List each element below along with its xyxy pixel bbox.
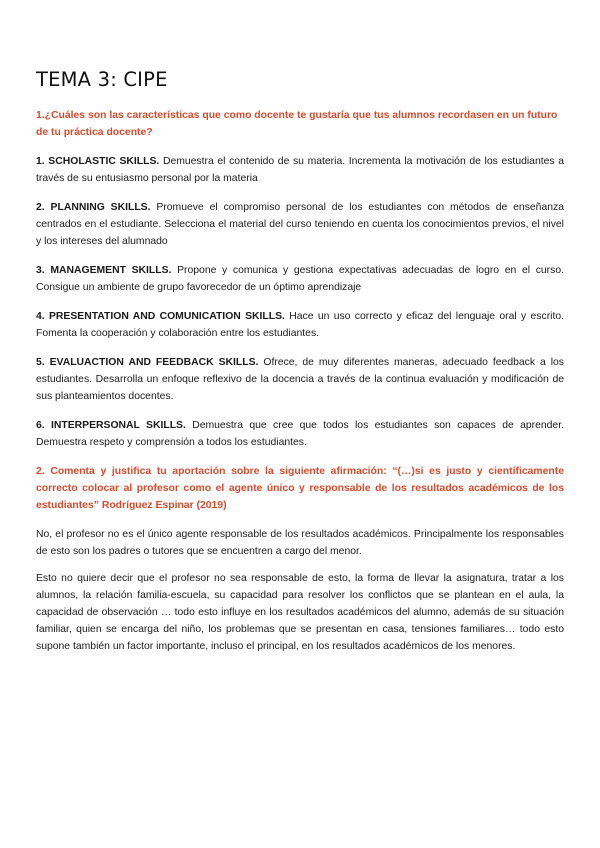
answer-paragraph: Esto no quiere decir que el profesor no sea responsable de esto, la forma de llevar la asignatura, tratar a los alumnos, la relación familia-escuela, su capacidad para resolver los conflictos que se plantean en el aula, la capacidad de observación … todo esto influye en los resultados académicos del alumno, además de su situación familiar, quien se encarga del niño, los problemas que se presentan en casa, tensiones familiares… todo esto supone también un factor importante, incluso el principal, en los resultados académicos de los menores. (36, 573, 564, 652)
skill-text: Propone y comunica y gestiona expectativas adecuadas de logro en el curso. Consigue un ambiente de grupo favorecedor de un óptimo aprendizaje (36, 265, 565, 293)
skill-name: 5. EVALUACTION AND FEEDBACK SKILLS. (36, 357, 259, 368)
skill-name: 3. MANAGEMENT SKILLS. (36, 265, 172, 276)
skill-name: 2. PLANNING SKILLS. (36, 202, 151, 213)
skill-text: Demuestra que cree que todos los estudiantes son capaces de aprender. Demuestra respeto y comprensión a todos los estudiantes. (36, 420, 564, 448)
skill-item-scholastic (36, 153, 564, 187)
skill-item-interpersonal (36, 417, 564, 451)
skill-item-management (36, 262, 564, 296)
skill-item-planning (36, 199, 564, 250)
skill-name: 6. INTERPERSONAL SKILLS. (36, 420, 186, 431)
skill-item-presentation (36, 308, 564, 342)
question-1: 1.¿Cuáles son las características que como docente te gustaría que tus alumnos recordasen en un futuro de tu práctica docente? (36, 110, 558, 138)
skill-text: Promueve el compromiso personal de los estudiantes con métodos de enseñanza centrados en el estudiante. Selecciona el material del curso teniendo en cuenta los conocimientos previos, el nivel y los intereses del alumnado (36, 202, 564, 247)
skill-text: Ofrece, de muy diferentes maneras, adecuado feedback a los estudiantes. Desarrolla un enfoque reflexivo de la docencia a través de la continua evaluación y modificación de sus planteamientos docentes. (36, 357, 564, 402)
skill-item-evaluation (36, 354, 564, 405)
skill-name: 4. PRESENTATION AND COMUNICATION SKILLS. (36, 311, 285, 322)
skill-text: Hace un uso correcto y eficaz del lenguaje oral y escrito. Fomenta la cooperación y colaboración entre los estudiantes. (36, 311, 565, 339)
question-2: 2. Comenta y justifica tu aportación sobre la siguiente afirmación: “(…)si es justo y científicamente correcto colocar al profesor como el agente único y responsable de los resultados académicos de los estudiantes” Rodríguez Espinar (2019) (36, 466, 564, 511)
skill-text: Demuestra el contenido de su materia. Incrementa la motivación de los estudiantes a través de su entusiasmo personal por la materia (36, 156, 565, 184)
skill-name: 1. SCHOLASTIC SKILLS. (36, 156, 160, 167)
answer-paragraph: No, el profesor no es el único agente responsable de los resultados académicos. Principalmente los responsables de esto son los padres o tutores que se encuentren a cargo del menor. (36, 529, 564, 557)
page-title: TEMA 3: CIPE (36, 68, 168, 91)
